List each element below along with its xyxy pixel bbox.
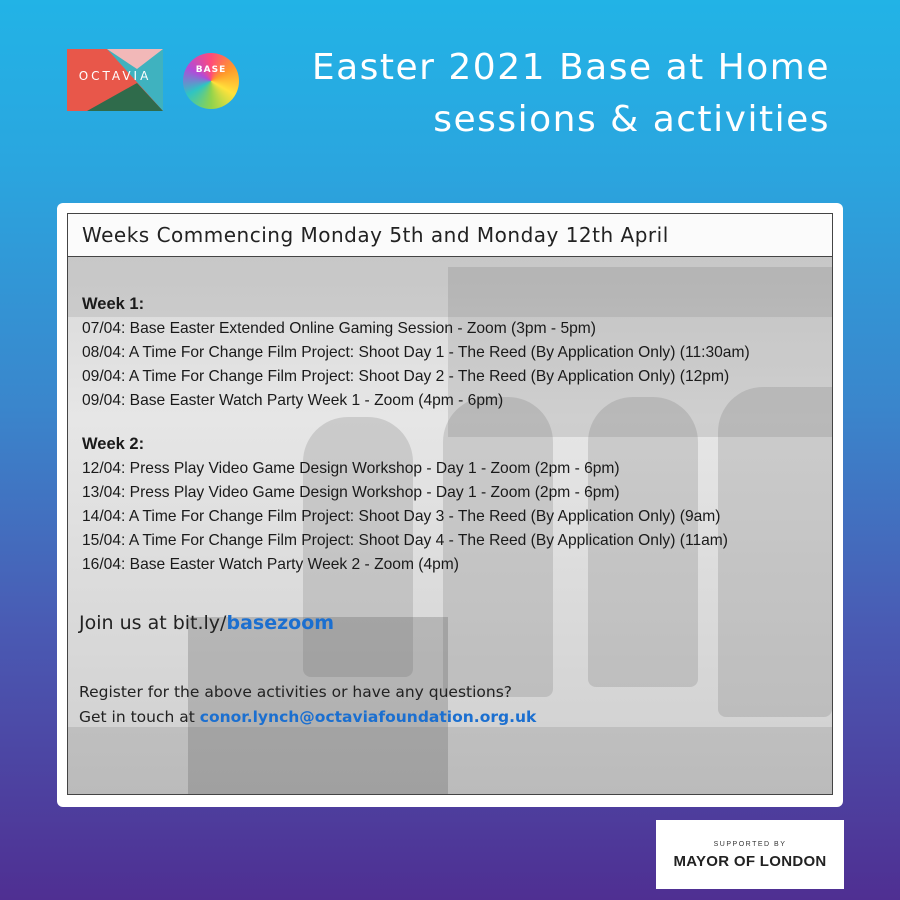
page-title: [312, 42, 830, 146]
contact-line: [79, 705, 536, 730]
title-line-2: sessions & activities: [433, 99, 830, 140]
join-line: [79, 612, 334, 634]
register-question: Register for the above activities or have any questions?: [79, 683, 513, 701]
week-2-label: Week 2:: [82, 435, 145, 453]
mayor-of-london-badge: [656, 820, 844, 889]
schedule-entry: 12/04: Press Play Video Game Design Workshop - Day 1 - Zoom (2pm - 6pm): [82, 460, 620, 477]
contact-email-link[interactable]: conor.lynch@octaviafoundation.org.uk: [199, 708, 537, 726]
schedule-entry: 07/04: Base Easter Extended Online Gaming Session - Zoom (3pm - 5pm): [82, 320, 596, 337]
contact-prefix: Get in touch at: [79, 708, 200, 726]
schedule-entry: 08/04: A Time For Change Film Project: Shoot Day 1 - The Reed (By Application Only) (11:30am): [82, 344, 750, 361]
schedule-entry: 16/04: Base Easter Watch Party Week 2 - Zoom (4pm): [82, 556, 459, 573]
schedule-entry: 14/04: A Time For Change Film Project: Shoot Day 3 - The Reed (By Application Only) (9am): [82, 508, 721, 525]
schedule-entry: 13/04: Press Play Video Game Design Workshop - Day 1 - Zoom (2pm - 6pm): [82, 484, 620, 501]
week-1-label: Week 1:: [82, 295, 145, 313]
schedule-list: [82, 295, 822, 577]
schedule-heading: Weeks Commencing Monday 5th and Monday 12th April: [82, 223, 669, 247]
base-logo-text: BASE: [195, 65, 227, 75]
schedule-entry: 09/04: A Time For Change Film Project: Shoot Day 2 - The Reed (By Application Only) (12pm): [82, 368, 730, 385]
octavia-logo-text: OCTAVIA: [78, 69, 152, 83]
join-prefix: Join us at bit.ly/: [79, 612, 227, 634]
title-line-1: Easter 2021 Base at Home: [311, 47, 830, 88]
base-logo: [183, 53, 239, 109]
background-photo: [68, 257, 832, 794]
schedule-entry: 15/04: A Time For Change Film Project: Shoot Day 4 - The Reed (By Application Only) (11am): [82, 532, 728, 549]
schedule-frame: [67, 213, 833, 795]
schedule-heading-bar: [68, 214, 832, 257]
octavia-logo: [67, 49, 163, 111]
photo-floor: [68, 727, 832, 794]
mayor-of-london-label: MAYOR OF LONDON: [673, 853, 827, 870]
schedule-entry: 09/04: Base Easter Watch Party Week 1 - Zoom (4pm - 6pm): [82, 392, 504, 409]
schedule-panel: [57, 203, 843, 807]
register-block: [79, 680, 536, 730]
zoom-link[interactable]: basezoom: [226, 612, 335, 634]
supported-by-label: SUPPORTED BY: [713, 841, 787, 848]
